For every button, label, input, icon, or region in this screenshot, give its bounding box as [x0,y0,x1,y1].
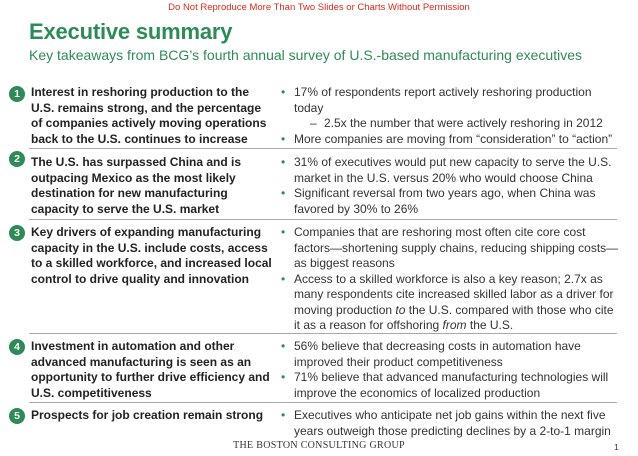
row-points [281,339,621,401]
row-divider [29,402,617,403]
row-points [281,408,621,439]
sub-bullet-point: – 2.5x the number that were actively reshoring in 2012 [310,116,603,130]
bullet-icon: • [281,225,286,239]
bullet-icon: • [281,408,286,422]
bullet-icon: • [281,370,286,384]
bullet-icon: • [281,131,286,146]
page-title: Executive summary [29,19,233,44]
page-subtitle: Key takeaways from BCG’s fourth annual survey of U.S.-based manufacturing executives [29,47,583,63]
bullet-point: • Access to a skilled workforce is also a key reason; 2.7x as many respondents cite increased skilled labor as a driver for moving production to the U.S. compared with those who cite it as a reason for offshoring from the U.S. [281,271,614,332]
row-divider [29,219,617,220]
bullet-point: • More companies are moving from “consideration” to “action” [281,131,613,146]
bullet-icon: • [281,271,286,286]
row-number-badge: 5 [9,408,25,424]
page-number: 1 [614,442,619,452]
row-points [281,225,621,334]
bullet-icon: • [281,339,286,353]
bullet-icon: • [281,155,286,169]
bullet-point: • 31% of executives would put new capacity to serve the U.S. market in the U.S. versus 20% who would choose China [281,155,612,185]
row-divider [29,148,617,149]
row-points [281,85,621,147]
row-number-badge: 1 [9,86,25,102]
bullet-point: • Executives who anticipate net job gains within the next five years outweigh those predicting declines by a 2-to-1 margin [281,408,611,438]
row-points [281,155,621,217]
permission-notice: Do Not Reproduce More Than Two Slides or Charts Without Permission [168,2,470,13]
bullet-point: • 71% believe that advanced manufacturing technologies will improve the economics of localized production [281,370,609,400]
row-number-badge: 2 [9,151,25,167]
bullet-point: • 17% of respondents report actively reshoring production today [281,85,592,115]
dash-icon: – [310,116,317,130]
row-heading: Interest in reshoring production to the U.S. remains strong, and the percentage of companies actively moving operations back to the U.S. continues to increase [31,85,267,146]
bullet-point: • Companies that are reshoring most often cite core cost factors—shortening supply chains, reducing shipping costs—as biggest reasons [281,225,619,270]
bullet-point: • 56% believe that decreasing costs in automation have improved their product competitiveness [281,339,581,369]
bullet-icon: • [281,186,286,200]
company-logo-text: THE BOSTON CONSULTING GROUP [233,440,405,451]
bullet-icon: • [281,85,286,99]
row-heading: The U.S. has surpassed China and is outpacing Mexico as the most likely destination for new manufacturing capacity to serve the U.S. market [31,155,242,216]
row-heading: Key drivers of expanding manufacturing capacity in the U.S. include costs, access to a skilled workforce, and increased local control to drive quality and innovation [31,225,272,286]
row-heading: Prospects for job creation remain strong [31,408,264,422]
row-heading: Investment in automation and other advanced manufacturing is seen as an opportunity to further drive efficiency and U.S. competitiveness [31,339,270,400]
row-number-badge: 3 [9,225,25,241]
bullet-point: • Significant reversal from two years ago, when China was favored by 30% to 26% [281,186,596,216]
row-number-badge: 4 [9,339,25,355]
